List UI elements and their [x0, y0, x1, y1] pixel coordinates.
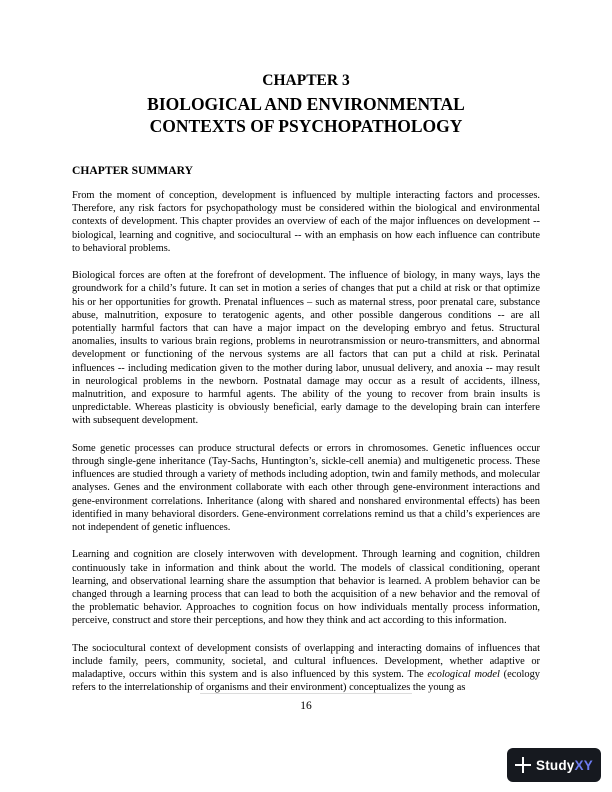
studyxy-logo-text	[536, 758, 593, 773]
plus-icon	[515, 757, 531, 773]
paragraph-genetic: Some genetic processes can produce structural defects or errors in chromosomes. Genetic influences occur through single-gene inheritance (Tay-Sachs, Huntington’s, sickle-cell anemia) and multigenetic process. These influences are studied through a variety of methods including adoption, twin and family methods, and molecular analyses. Genes and the environment collaborate with each other through gene-environment interactions and gene-environment correlations. Inheritance (along with shared and nonshared environmental effects) has been identified in many behavioral disorders. Gene-environment correlations remind us that a child’s experiences are not independent of genetic influences.	[72, 442, 540, 534]
section-heading: CHAPTER SUMMARY	[72, 164, 193, 177]
paragraph-sociocultural-end: (ecology refers to the interrelationship of organisms and their environment) conceptualizes the young as	[72, 669, 540, 694]
chapter-title	[60, 93, 552, 137]
paragraph-learning: Learning and cognition are closely interwoven with development. Through learning and cognition, children continuously take in information and think about the world. The models of classical conditioning, operant learning, and observational learning share the assumption that behavior is learned. A problem behavior can be changed through a learning process that can lead to both the acquisition of a new behavior and the removal of the problematic behavior. Approaches to cognition focus on how individuals mentally process information, perceive, construct and store their perceptions, and how they think and act according to this information.	[72, 549, 540, 627]
footer-divider	[200, 693, 412, 694]
paragraph-biological: Biological forces are often at the forefront of development. The influence of biology, in many ways, lays the groundwork for a child’s future. It can set in motion a series of changes that put a child at risk or that optimize his or her opportunities for growth. Prenatal influences – such as maternal stress, poor prenatal care, substance abuse, malnutrition, exposure to teratogenic agents, and other possible dangerous conditions -- are all potentially harmful factors that can have a major impact on the developing embryo and fetus. Structural anomalies, insults to various brain regions, problems in neurotransmission or neuro-transmitters, and abnormal development or functioning of the nervous systems are all factors that can put a child at risk. Perinatal influences -- including medication given to the mother during labor, unusual delivery, and anoxia -- may result in neurological problems in the newborn. Postnatal damage may occur as a result of accidents, illness, malnutrition, and exposure to harmful agents. The ability of the young to recover from brain insults is unpredictable. Whereas plasticity is obviously beneficial, early damage to the developing brain can interfere with subsequent development.	[72, 270, 540, 427]
studyxy-logo-accent: XY	[574, 757, 593, 773]
chapter-title-line-2: CONTEXTS OF PSYCHOPATHOLOGY	[149, 116, 463, 136]
paragraph-sociocultural	[72, 642, 540, 695]
ecological-model-term: ecological model	[427, 669, 500, 681]
paragraph-sociocultural-start: The sociocultural context of development consists of overlapping and interacting domains of influences that include family, peers, community, societal, and cultural influences. Development, whether adaptive or maladaptive, occurs within this system and is also influenced by this system. The	[72, 642, 540, 681]
chapter-number: CHAPTER 3	[262, 72, 350, 89]
studyxy-logo-main: Study	[536, 757, 575, 773]
paragraph-intro: From the moment of conception, development is influenced by multiple interacting factors and processes. Therefore, any risk factors for psychopathology must be considered within the biological and environmental contexts of development. This chapter provides an overview of each of the major influences on development -- biological, learning and cognitive, and sociocultural -- with an emphasis on how each influence can contribute to behavioral problems.	[72, 190, 540, 254]
chapter-title-line-1: BIOLOGICAL AND ENVIRONMENTAL	[147, 94, 465, 114]
page-number: 16	[300, 700, 312, 712]
body-text	[72, 189, 540, 709]
studyxy-badge[interactable]	[507, 748, 601, 782]
